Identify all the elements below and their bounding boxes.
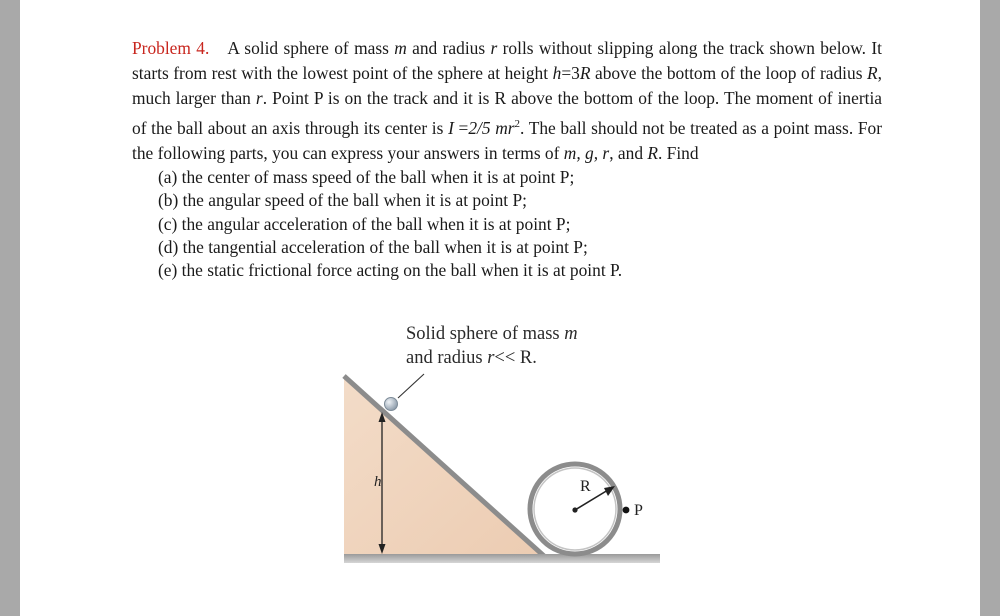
part-b: (b) the angular speed of the ball when it is at point P; <box>158 190 527 211</box>
point-p-dot <box>623 507 630 514</box>
point-p-label: P <box>634 502 643 519</box>
floor <box>344 554 660 563</box>
part-a: (a) the center of mass speed of the ball when it is at point P; <box>158 166 575 187</box>
part-d: (d) the tangential acceleration of the ball when it is at point P; <box>158 237 588 258</box>
part-e: (e) the static frictional force acting on the ball when it is at point P. <box>158 260 623 281</box>
radius-label: R <box>580 478 591 495</box>
loop-track-figure <box>20 0 980 616</box>
part-c: (c) the angular acceleration of the ball when it is at point P; <box>158 213 571 234</box>
problem-label: Problem 4. <box>132 38 210 58</box>
height-label: h <box>374 474 382 490</box>
caption-line-2: and radius r<< R. <box>406 348 537 368</box>
caption-line-1: Solid sphere of mass m <box>406 324 578 344</box>
problem-statement: Problem 4. A solid sphere of mass m and radius r rolls without slipping along the track shown below. It starts from rest with the lowest point of the sphere at height h=3R above the bottom of the loop of radius R, much larger than r. Point P is on the track and it is R above the bottom of the loop. The moment of inertia of the ball about an axis through its center is I =2/5 $mr^2$. The ball should not be treated as a point mass. For the following parts, you can express your answers in terms of m, g, r, and R. Find <box>132 38 883 163</box>
solid-sphere <box>385 398 398 411</box>
caption-leader-line <box>398 374 424 398</box>
document-page <box>20 0 980 616</box>
